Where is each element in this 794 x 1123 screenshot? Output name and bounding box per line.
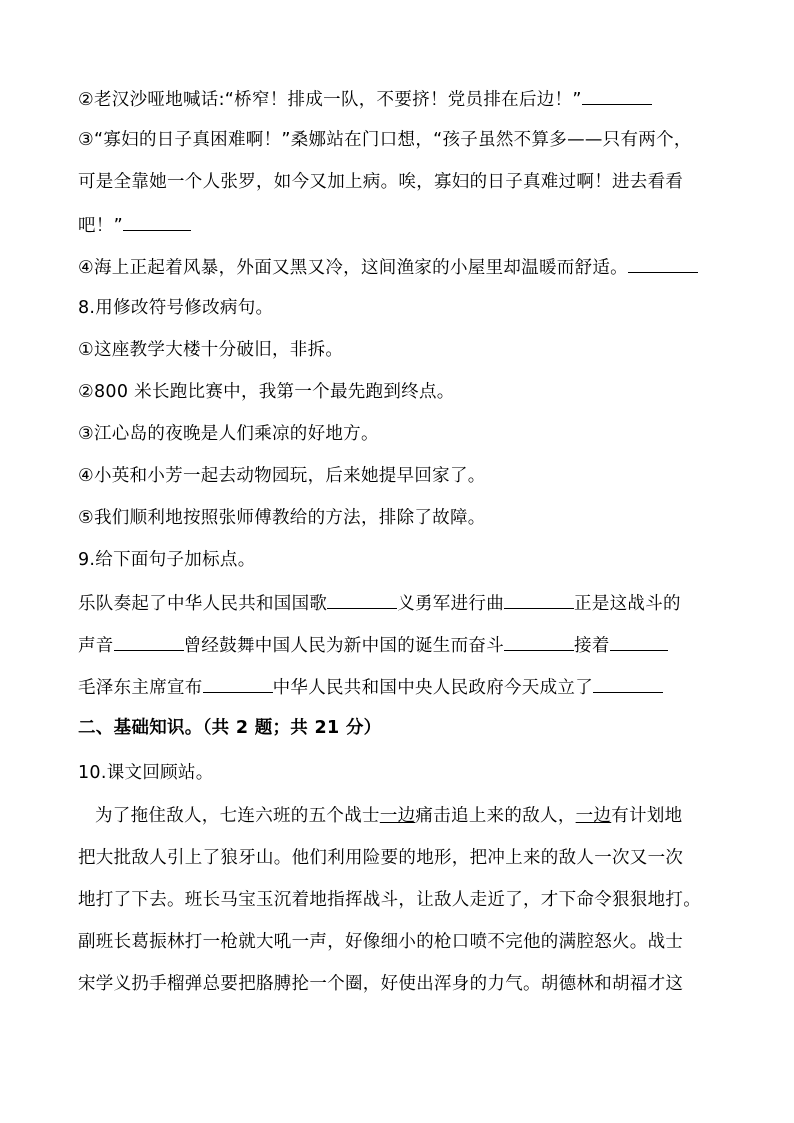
q9-line-2: 声音 曾经鼓舞中国人民为新中国的诞生而奋斗 接着 (78, 632, 668, 658)
q8-title: 8.用修改符号修改病句。 (78, 298, 274, 318)
q10-passage-line2: 把大批敌人引上了狼牙山。他们利用险要的地形，把冲上来的敌人一次又一次 (78, 848, 684, 868)
answer-blank[interactable] (504, 590, 574, 609)
q7-item-3-line2: 可是全靠她一个人张罗，如今又加上病。唉，寡妇的日子真难过啊！进去看看 (78, 172, 684, 192)
answer-blank[interactable] (203, 674, 273, 693)
q7-item-2: ②老汉沙哑地喊话:“桥窄！排成一队，不要挤！党员排在后边！” (78, 86, 652, 112)
q10-passage-line1: 为了拖住敌人，七连六班的五个战士一边痛击追上来的敌人，一边有计划地 (95, 806, 683, 826)
q8-item-5: ⑤我们顺利地按照张师傅教给的方法，排除了故障。 (78, 508, 486, 528)
answer-blank[interactable] (114, 632, 184, 651)
underlined-word: 一边 (575, 806, 612, 826)
answer-blank[interactable] (593, 674, 663, 693)
q8-item-3: ③江心岛的夜晚是人们乘凉的好地方。 (78, 424, 379, 444)
q8-item-4: ④小英和小芳一起去动物园玩，后来她提早回家了。 (78, 466, 486, 486)
q9-title: 9.给下面句子加标点。 (78, 550, 256, 570)
answer-blank[interactable] (610, 632, 668, 651)
q8-item-2: ②800 米长跑比赛中，我第一个最先跑到终点。 (78, 382, 455, 402)
q8-item-1: ①这座教学大楼十分破旧，非拆。 (78, 340, 344, 360)
answer-blank[interactable] (504, 632, 574, 651)
q7-item-4: ④海上正起着风暴，外面又黑又冷，这间渔家的小屋里却温暖而舒适。 (78, 254, 698, 280)
q9-line-3: 毛泽东主席宣布 中华人民共和国中央人民政府今天成立了 (78, 674, 663, 700)
q9-line-1: 乐队奏起了中华人民共和国国歌 义勇军进行曲 正是这战斗的 (78, 590, 681, 616)
q10-passage-line3: 地打了下去。班长马宝玉沉着地指挥战斗，让敌人走近了，才下命令狠狠地打。 (78, 890, 701, 910)
answer-blank[interactable] (123, 212, 191, 231)
answer-blank[interactable] (628, 254, 698, 273)
q10-passage-line5: 宋学义扔手榴弹总要把胳膊抡一个圈，好使出浑身的力气。胡德林和胡福才这 (78, 974, 684, 994)
q10-passage-line4: 副班长葛振林打一枪就大吼一声，好像细小的枪口喷不完他的满腔怒火。战士 (78, 932, 684, 952)
underlined-word: 一边 (379, 806, 416, 826)
q7-item-3-line3: 吧！” (78, 212, 191, 238)
section-2-heading: 二、基础知识。（共 2 题；共 21 分） (78, 718, 382, 738)
answer-blank[interactable] (582, 86, 652, 105)
q7-item-3-line1: ③“寡妇的日子真困难啊！”桑娜站在门口想，“孩子虽然不算多——只有两个， (78, 130, 692, 150)
answer-blank[interactable] (327, 590, 397, 609)
q10-title: 10.课文回顾站。 (78, 763, 214, 783)
